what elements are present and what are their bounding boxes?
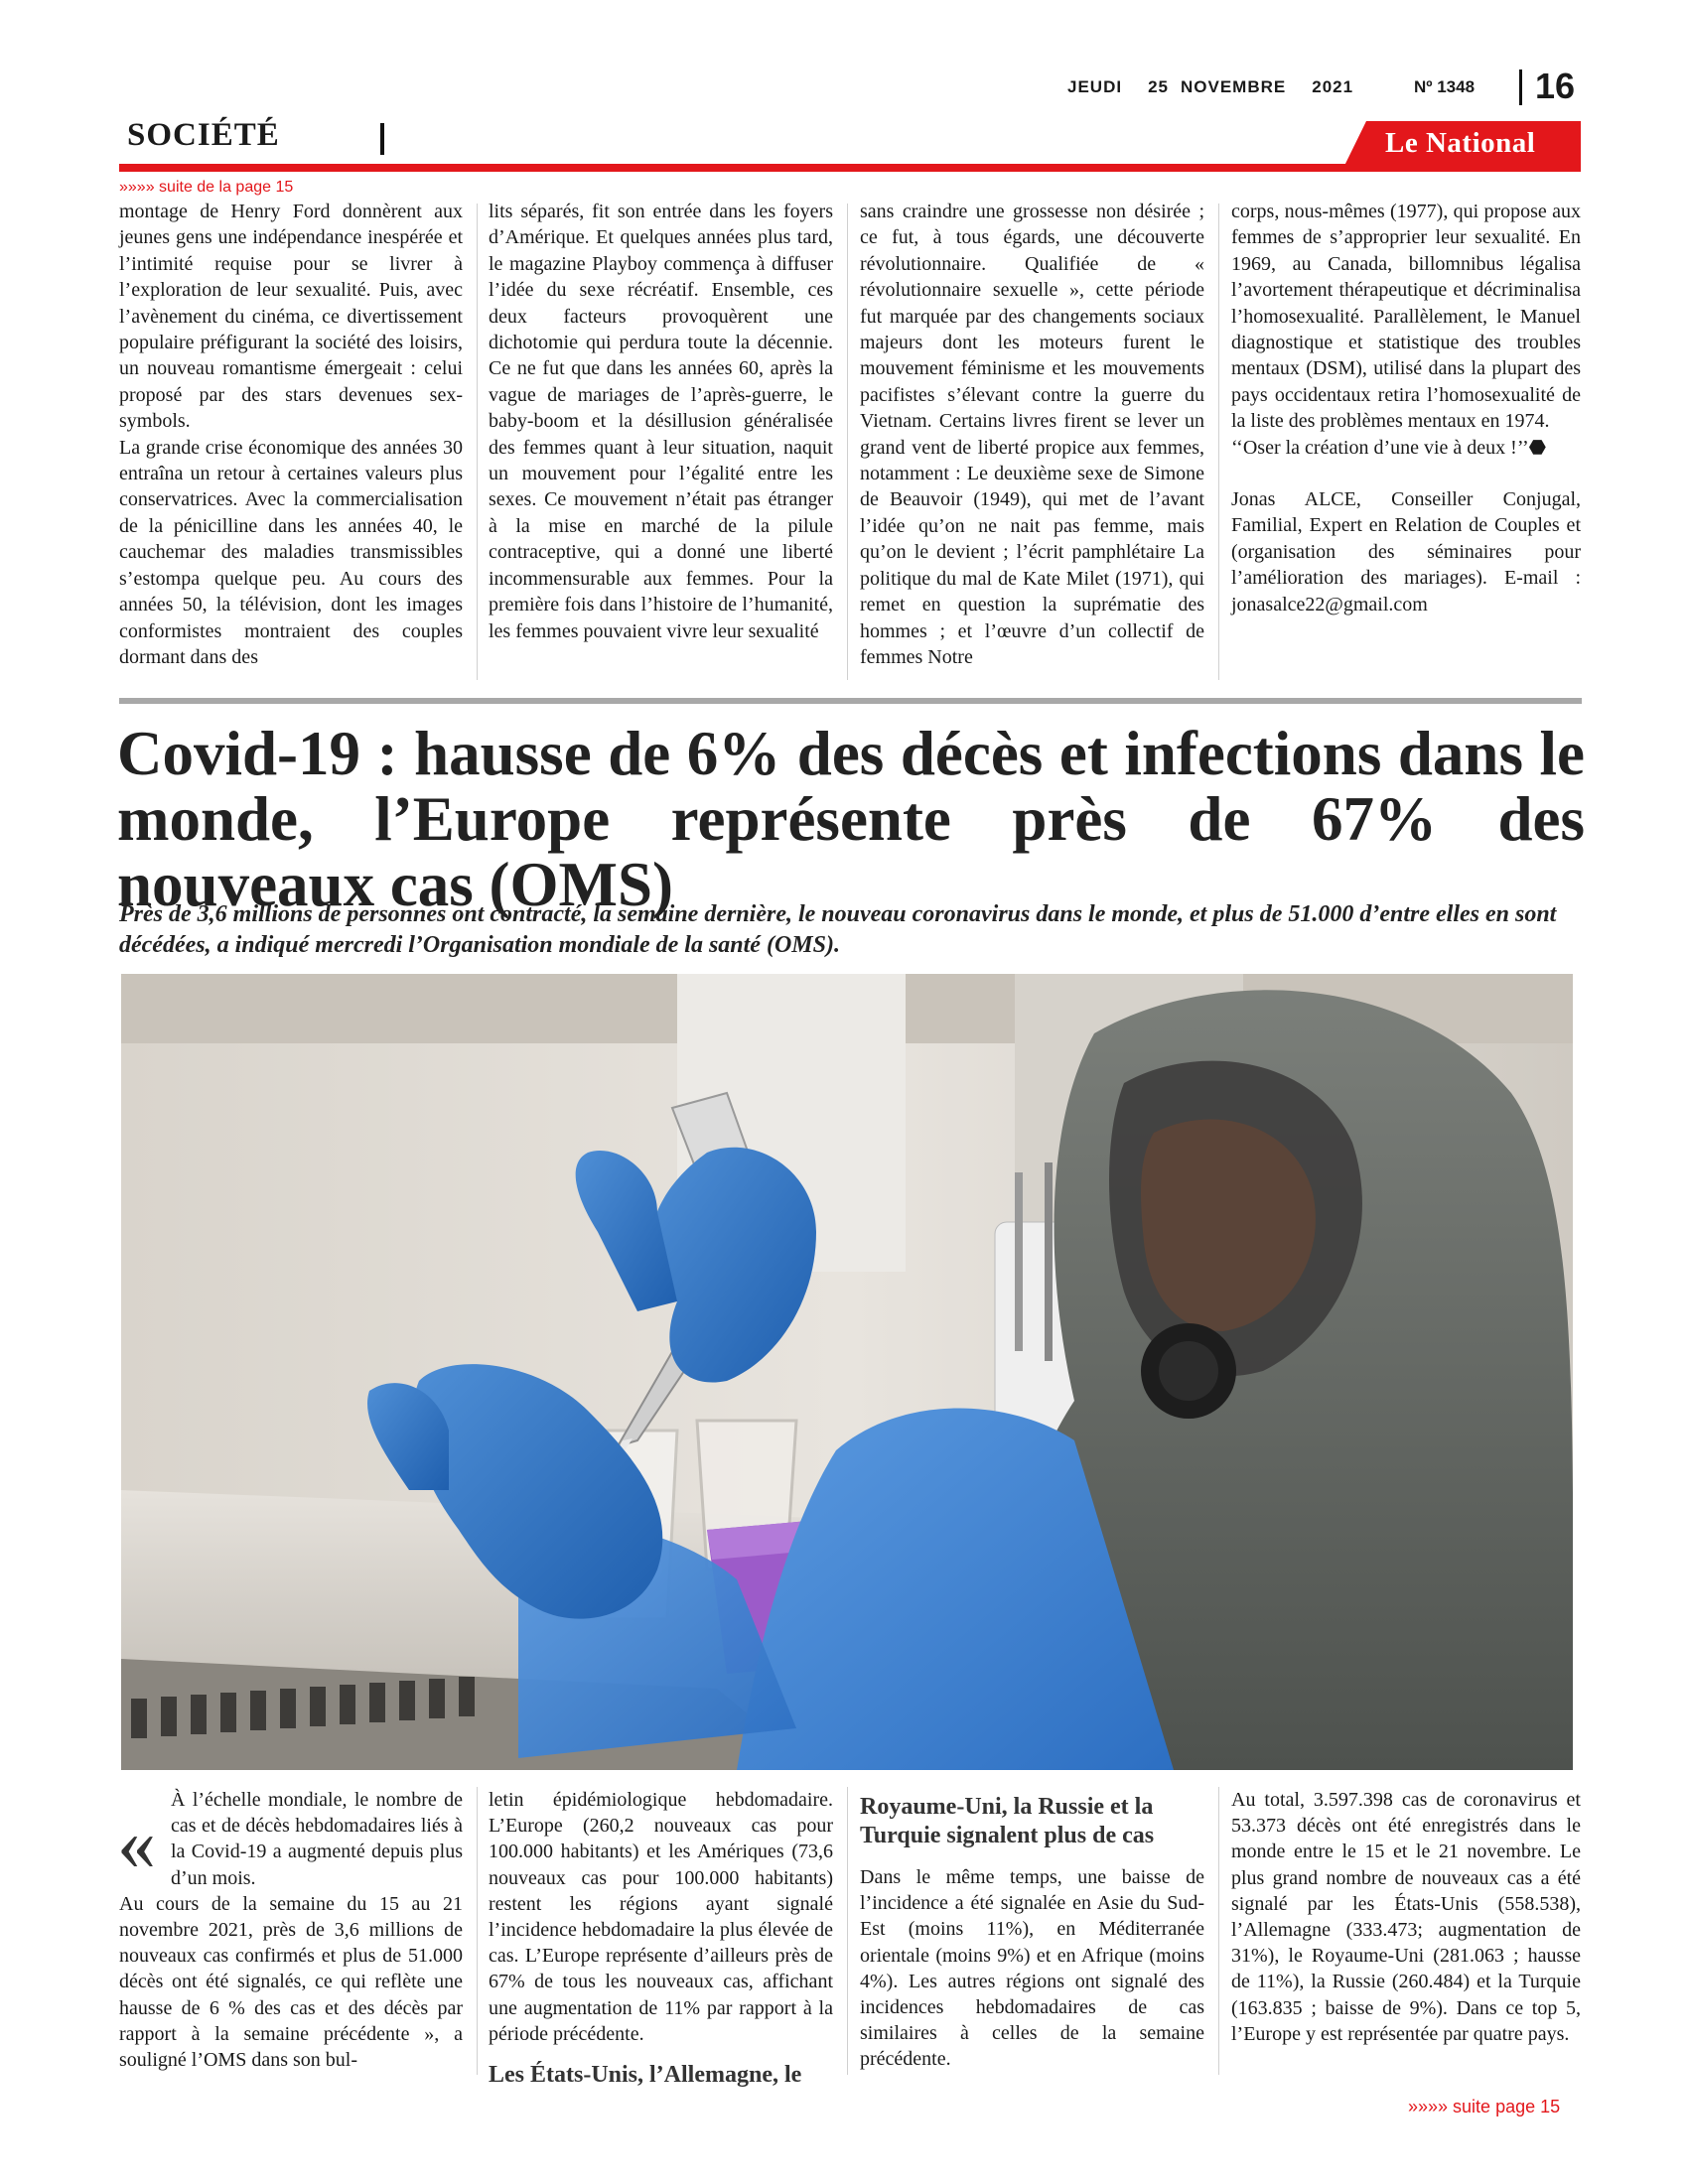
spacer — [1231, 461, 1581, 486]
end-of-article-icon: ⬣ — [1528, 436, 1547, 459]
paragraph: lits séparés, fit son entrée dans les foyers d’Amérique. Et quelques années plus tard, le magazine Playboy commença à diffuser l’idée du sexe récréatif. Ensemble, ces deux facteurs provoquèrent une dichotomie qui perdura toute la décennie. Ce ne fut que dans les années 60, après la vague de mariages de l’après-guerre, le baby-boom et la désillusion généralisée des femmes quant à leur situation, naquit un mouvement pour l’égalité entre les sexes. Ce mouvement n’était pas étranger à la mise en marché de la pilule contraceptive, qui a donné une liberté incommensurable aux femmes. Pour la première fois dans l’histoire de l’humanité, les femmes pouvaient vivre leur sexualité — [489, 201, 833, 642]
column-divider — [477, 204, 478, 680]
quote-text: ‘‘Oser la création d’une vie à deux !’’ — [1231, 436, 1529, 459]
paragraph: Au total, 3.597.398 cas de coronavirus et 53.373 décès ont été enregistrés dans le monde entre le 15 et le 21 novembre. Le plus grand nombre de nouveaux cas a été signalé par les États-Unis (558.538), l’Allemagne (333.473; augmentation de 31%), le Royaume-Uni (281.063 ; hausse de 11%), la Russie (260.484) et la Turquie (163.835 ; baisse de 9%). Dans ce top 5, l’Europe y est représentée par quatre pays. — [1231, 1789, 1581, 2045]
paragraph: montage de Henry Ford donnèrent aux jeunes gens une indépendance inespérée et l’intimité requise pour se livrer à l’exploration de leur sexualité. Puis, avec l’avènement du cinéma, ce divertissement populaire préfigurant la société des loisirs, un nouveau romantisme émergeait : celui proposé par des stars devenues sex-symbols. — [119, 201, 463, 433]
issue-year: 2021 — [1312, 77, 1354, 96]
prev-article-column-2 — [489, 199, 833, 644]
prev-article-column-4 — [1231, 199, 1581, 617]
subheading: Royaume-Uni, la Russie et la Turquie signalent plus de cas — [860, 1794, 1155, 1848]
page-number: 16 — [1535, 66, 1576, 106]
lead-paragraph: À l’échelle mondiale, le nombre de cas et de décès hebdomadaires liés à la Covid-19 a augmenté depuis plus d’un mois. — [171, 1789, 463, 1889]
article-separator — [119, 698, 1582, 704]
paragraph: Au cours de la semaine du 15 au 21 novembre 2021, près de 3,6 millions de nouveaux cas confirmés et plus de 51.000 décès ont été signalés, ce qui reflète une hausse de 6 % des cas et des décès par rapport à la semaine précédente », a souligné l’OMS dans son bul- — [119, 1892, 463, 2072]
column-divider — [847, 204, 848, 680]
continuation-to-link[interactable]: »»»» suite page 15 — [1408, 2097, 1561, 2116]
section-divider — [380, 123, 384, 155]
issue-month: NOVEMBRE — [1181, 77, 1287, 96]
article-photo — [121, 974, 1573, 1770]
paragraph: La grande crise économique des années 30 entraîna un retour à certaines valeurs plus conservatrices. Avec la commercialisation de la pénicilline dans les années 40, le cauchemar des maladies transmissibles s’estompa quelque peu. Au cours des années 50, la télévision, dont les images conformistes montraient des couples dormant dans des — [119, 436, 463, 668]
issue-day: JEUDI — [1067, 77, 1123, 96]
article-column-3 — [860, 1793, 1204, 2073]
column-divider — [1218, 1787, 1219, 2075]
continuation-from-link[interactable]: »»»» suite de la page 15 — [119, 179, 294, 196]
paragraph: corps, nous-mêmes (1977), qui propose aux femmes de s’approprier leur sexualité. En 1969, au Canada, billomnibus légalisa l’avortement thérapeutique et décriminalisa l’homosexualité. Parallèlement, le Manuel diagnostique et statistique des troubles mentaux (DSM), utilisé dans la plupart des pays occidentaux retira l’homosexualité de la liste des problèmes mentaux en 1974. — [1231, 201, 1581, 433]
issue-number: Nº 1348 — [1414, 77, 1476, 96]
headline: Covid-19 : hausse de 6% des décès et infections dans le monde, l’Europe représente près de 67% des nouveaux cas (OMS) — [117, 719, 1585, 919]
header-divider — [1519, 69, 1522, 105]
brand-name: Le National — [1385, 127, 1536, 159]
article-column-4 — [1231, 1787, 1581, 2047]
column-divider — [1218, 204, 1219, 680]
closing-quote — [1231, 435, 1581, 461]
subheading: Les États-Unis, l’Allemagne, le — [489, 2062, 802, 2089]
column-divider — [847, 1787, 848, 2075]
issue-date — [1067, 77, 1379, 97]
issue-date-number: 25 — [1148, 77, 1169, 96]
section-title: SOCIÉTÉ — [127, 117, 280, 153]
opening-quote-icon: « — [117, 1800, 156, 1886]
paragraph: Dans le même temps, une baisse de l’incidence a été signalée en Asie du Sud-Est (moins 11%), en Méditerranée orientale (moins 9%) et en Afrique (moins 4%). Les autres régions ont signalé des incidences hebdomadaires de cas similaires à celles de la semaine précédente. — [860, 1866, 1204, 2071]
prev-article-column-3 — [860, 199, 1204, 670]
article-column-1 — [119, 1787, 463, 2073]
paragraph: sans craindre une grossesse non désirée ; ce fut, à tous égards, une découverte révolutionnaire. Qualifiée de « révolutionnaire sexuelle », cette période fut marquée par des changements sociaux majeurs dont les moteurs furent le mouvement féminisme et les mouvements pacifistes s’élevant contre la guerre du Vietnam. Certains livres firent se lever un grand vent de liberté propice aux femmes, notamment : Le deuxième sexe de Simone de Beauvoir (1949), qui met de l’avant l’idée qu’on ne nait pas femme, mais qu’on le devient ; l’écrit pamphlétaire La politique du mal de Kate Milet (1971), qui remet en question la suprématie des hommes ; et l’œuvre d’un collectif de femmes Notre — [860, 201, 1204, 668]
standfirst: Près de 3,6 millions de personnes ont contracté, la semaine dernière, le nouveau coronavirus dans le monde, et plus de 51.000 d’entre elles en sont décédées, a indiqué mercredi l’Organisation mondiale de la santé (OMS). — [119, 901, 1557, 958]
article-column-2 — [489, 1787, 833, 2090]
column-divider — [477, 1787, 478, 2075]
prev-article-column-1 — [119, 199, 463, 670]
author-signature: Jonas ALCE, Conseiller Conjugal, Familial, Expert en Relation de Couples et (organisation des séminaires pour l’amélioration des mariages). E-mail : jonasalce22@gmail.com — [1231, 488, 1581, 615]
paragraph: letin épidémiologique hebdomadaire. L’Europe (260,2 nouveaux cas pour 100.000 habitants) et les Amériques (73,6 nouveaux cas pour 100.000 habitants) restent les régions ayant signalé l’incidence hebdomadaire la plus élevée de cas. L’Europe représente d’ailleurs près de 67% de tous les nouveaux cas, affichant une augmentation de 11% par rapport à la période précédente. — [489, 1789, 833, 2045]
